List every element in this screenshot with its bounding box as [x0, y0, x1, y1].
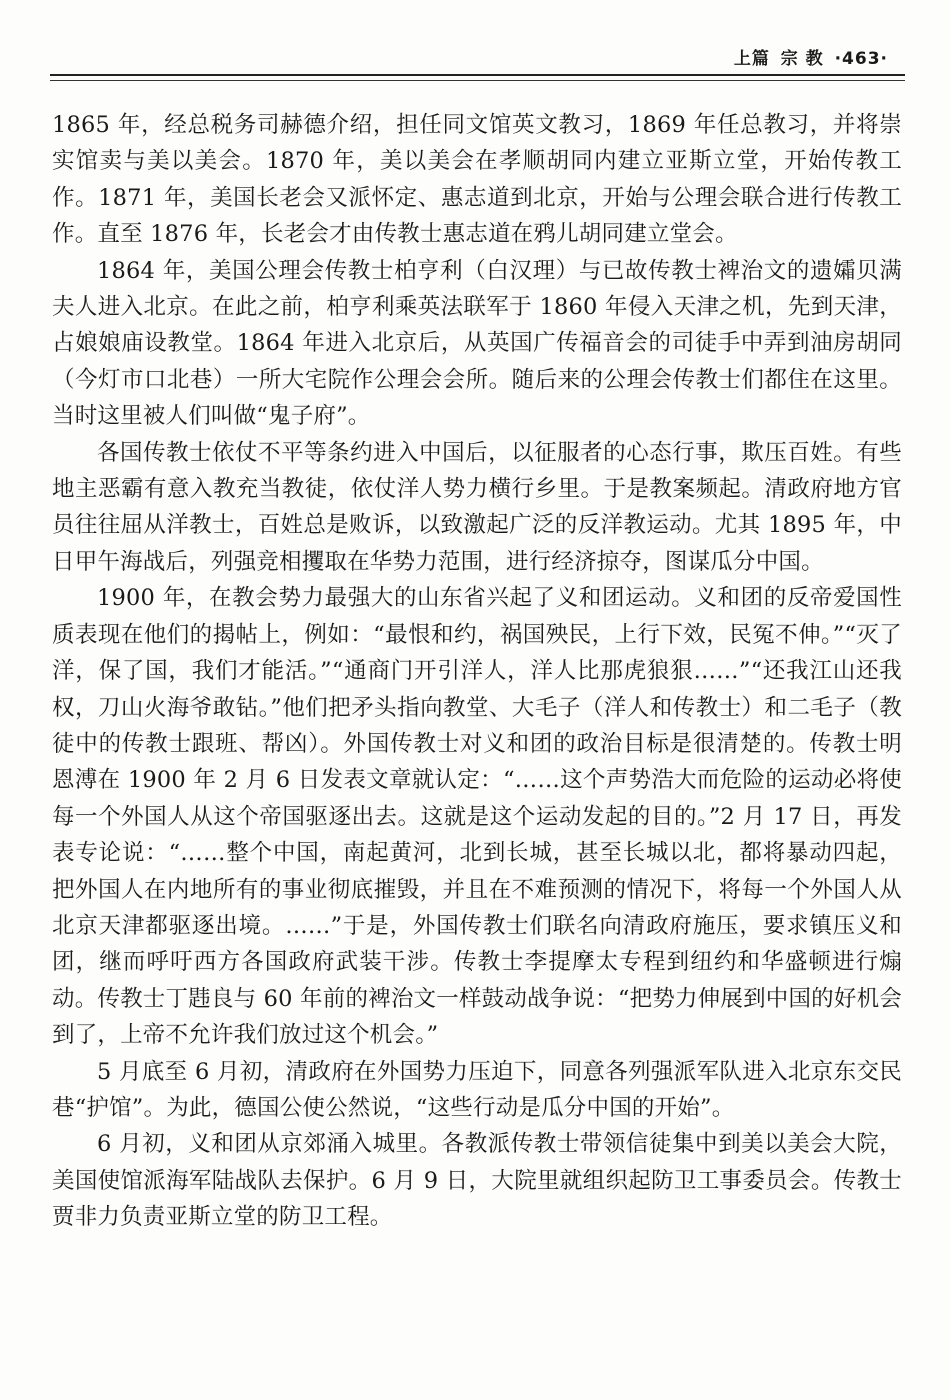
header-rule-thin — [50, 80, 905, 81]
paragraph: 5 月底至 6 月初，清政府在外国势力压迫下，同意各列强派军队进入北京东交民巷“护馆”。为此，德国公使公然说，“这些行动是瓜分中国的开始”。 — [52, 1058, 902, 1121]
running-head — [734, 44, 888, 69]
running-head-chapter: 宗 教 — [780, 49, 824, 69]
header-rule-thick — [50, 74, 905, 76]
paragraph: 1864 年，美国公理会传教士柏亨利（白汉理）与已故传教士裨治文的遗孀贝满夫人进入北京。在此之前，柏亨利乘英法联军于 1860 年侵入天津之机，先到天津，占娘娘庙设教堂。1864 年进入北京后，从英国广传福音会的司徒手中弄到油房胡同（今灯市口北巷）一所大宅院作公理会会所。随后来的公理会传教士们都住在这里。当时这里被人们叫做“鬼子府”。 — [52, 257, 902, 430]
body-text — [52, 107, 902, 1236]
paragraph: 1900 年，在教会势力最强大的山东省兴起了义和团运动。义和团的反帝爱国性质表现在他们的揭帖上，例如：“最恨和约，祸国殃民，上行下效，民冤不伸。”“灭了洋，保了国，我们才能活。”“通商门开引洋人，洋人比那虎狼狠……”“还我江山还我权，刀山火海爷敢钻。”他们把矛头指向教堂、大毛子（洋人和传教士）和二毛子（教徒中的传教士跟班、帮凶）。外国传教士对义和团的政治目标是很清楚的。传教士明恩溥在 1900 年 2 月 6 日发表文章就认定：“……这个声势浩大而危险的运动必将使每一个外国人从这个帝国驱逐出去。这就是这个运动发起的目的。”2 月 17 日，再发表专论说：“……整个中国，南起黄河，北到长城，甚至长城以北，都将暴动四起，把外国人在内地所有的事业彻底摧毁，并且在不难预测的情况下，将每一个外国人从北京天津都驱逐出境。……”于是，外国传教士们联名向清政府施压，要求镇压义和团，继而呼吁西方各国政府武装干涉。传教士李提摩太专程到纽约和华盛顿进行煽动。传教士丁韪良与 60 年前的裨治文一样鼓动战争说：“把势力伸展到中国的好机会到了，上帝不允许我们放过这个机会。” — [52, 585, 902, 1049]
paragraph: 各国传教士依仗不平等条约进入中国后，以征服者的心态行事，欺压百姓。有些地主恶霸有意入教充当教徒，依仗洋人势力横行乡里。于是教案频起。清政府地方官员往往屈从洋教士，百姓总是败诉，以致激起广泛的反洋教运动。尤其 1895 年，中日甲午海战后，列强竞相攫取在华势力范围，进行经济掠夺，图谋瓜分中国。 — [52, 439, 902, 575]
paragraph-continued: 1865 年，经总税务司赫德介绍，担任同文馆英文教习，1869 年任总教习，并将崇实馆卖与美以美会。1870 年，美以美会在孝顺胡同内建立亚斯立堂，开始传教工作。1871 年，美国长老会又派怀定、惠志道到北京，开始与公理会联合进行传教工作。直至 1876 年，长老会才由传教士惠志道在鸦儿胡同建立堂会。 — [52, 112, 902, 248]
page-number: ·463· — [834, 49, 888, 69]
paragraph: 6 月初，义和团从京郊涌入城里。各教派传教士带领信徒集中到美以美会大院，美国使馆派海军陆战队去保护。6 月 9 日，大院里就组织起防卫工事委员会。传教士贾非力负责亚斯立堂的防卫工程。 — [52, 1131, 902, 1231]
running-head-section: 上篇 — [733, 49, 770, 69]
